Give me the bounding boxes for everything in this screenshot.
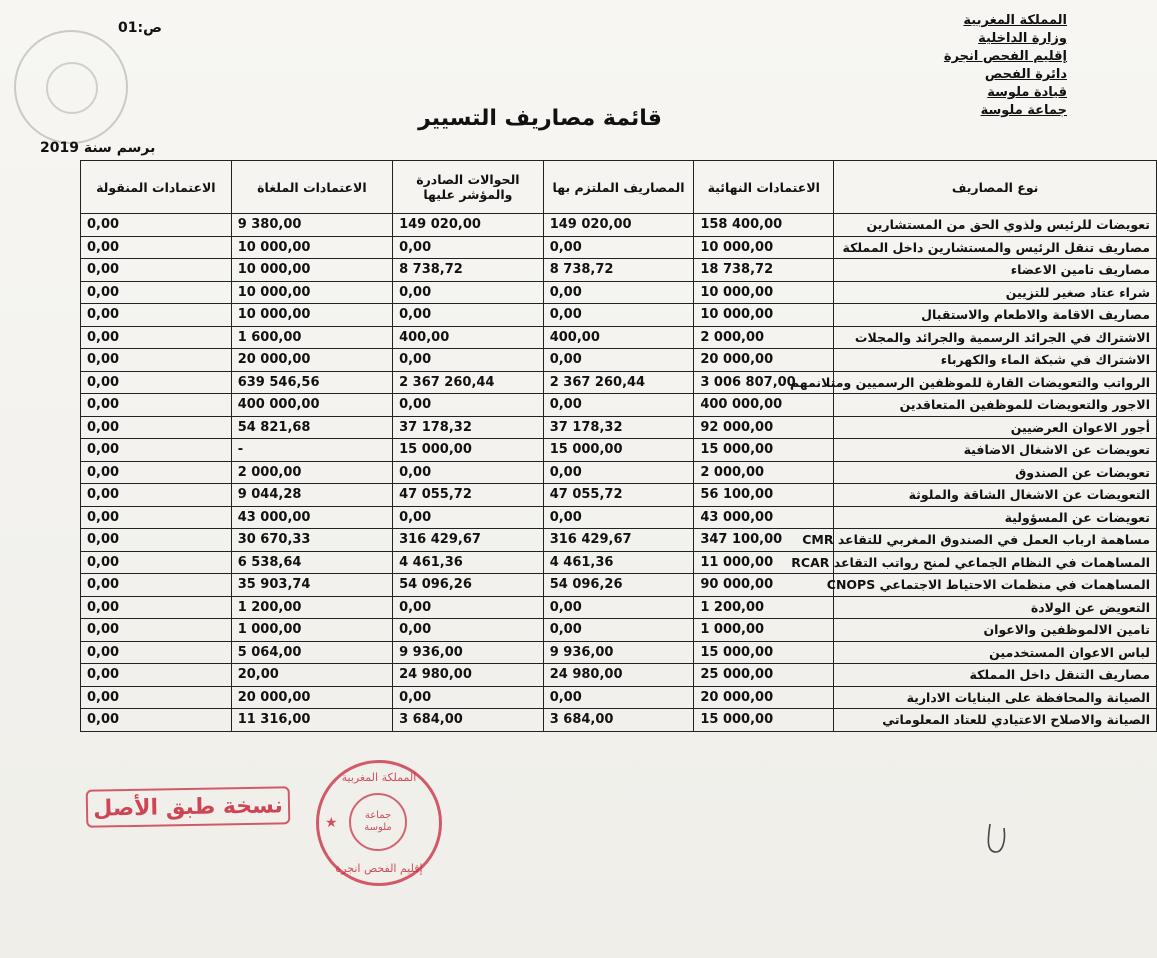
table-row bbox=[81, 236, 1157, 259]
cell-expense-type: المساهمات في النظام الجماعي لمنح رواتب التقاعد RCAR bbox=[834, 551, 1157, 574]
table-row bbox=[81, 304, 1157, 327]
table-body bbox=[81, 214, 1157, 732]
cell-cancelled-credits: 20 000,00 bbox=[231, 349, 392, 372]
cell-carried-credits: 0,00 bbox=[81, 641, 232, 664]
cell-cancelled-credits: 43 000,00 bbox=[231, 506, 392, 529]
cell-expense-type: مصاريف تامين الاعضاء bbox=[834, 259, 1157, 282]
cell-committed-expenses: 54 096,26 bbox=[543, 574, 694, 597]
cell-cancelled-credits: 20,00 bbox=[231, 664, 392, 687]
cell-issued-orders: 4 461,36 bbox=[393, 551, 544, 574]
cell-cancelled-credits: 10 000,00 bbox=[231, 259, 392, 282]
table-row bbox=[81, 439, 1157, 462]
cell-final-credits: 10 000,00 bbox=[694, 281, 834, 304]
cell-cancelled-credits: 10 000,00 bbox=[231, 304, 392, 327]
cell-final-credits: 20 000,00 bbox=[694, 686, 834, 709]
table-row bbox=[81, 394, 1157, 417]
certified-copy-stamp: نسخة طبق الأصل bbox=[86, 786, 291, 828]
cell-issued-orders: 0,00 bbox=[393, 236, 544, 259]
cell-issued-orders: 8 738,72 bbox=[393, 259, 544, 282]
cell-expense-type: المساهمات في منظمات الاحتياط الاجتماعي CNOPS bbox=[834, 574, 1157, 597]
cell-carried-credits: 0,00 bbox=[81, 709, 232, 732]
cell-issued-orders: 0,00 bbox=[393, 349, 544, 372]
cell-expense-type: الصيانة والمحافظة على البنايات الادارية bbox=[834, 686, 1157, 709]
cell-cancelled-credits: 35 903,74 bbox=[231, 574, 392, 597]
cell-carried-credits: 0,00 bbox=[81, 416, 232, 439]
cell-issued-orders: 47 055,72 bbox=[393, 484, 544, 507]
stamp-ring-top-text: المملكة المغربية bbox=[341, 771, 417, 784]
table-row bbox=[81, 664, 1157, 687]
expenses-table bbox=[80, 160, 1157, 732]
cell-cancelled-credits: 6 538,64 bbox=[231, 551, 392, 574]
cell-committed-expenses: 2 367 260,44 bbox=[543, 371, 694, 394]
cell-committed-expenses: 0,00 bbox=[543, 619, 694, 642]
cell-expense-type: تعويضات عن الاشغال الاضافية bbox=[834, 439, 1157, 462]
cell-carried-credits: 0,00 bbox=[81, 371, 232, 394]
cell-expense-type: مصاريف تنقل الرئيس والمستشارين داخل المملكة bbox=[834, 236, 1157, 259]
cell-issued-orders: 316 429,67 bbox=[393, 529, 544, 552]
cell-carried-credits: 0,00 bbox=[81, 236, 232, 259]
cell-committed-expenses: 15 000,00 bbox=[543, 439, 694, 462]
table-row bbox=[81, 484, 1157, 507]
cell-carried-credits: 0,00 bbox=[81, 394, 232, 417]
cell-issued-orders: 37 178,32 bbox=[393, 416, 544, 439]
cell-final-credits: 15 000,00 bbox=[694, 709, 834, 732]
header-carried-credits: الاعتمادات المنقولة bbox=[81, 161, 232, 214]
cell-cancelled-credits: 9 380,00 bbox=[231, 214, 392, 237]
cell-carried-credits: 0,00 bbox=[81, 439, 232, 462]
cell-carried-credits: 0,00 bbox=[81, 551, 232, 574]
cell-final-credits: 1 200,00 bbox=[694, 596, 834, 619]
cell-committed-expenses: 9 936,00 bbox=[543, 641, 694, 664]
cell-carried-credits: 0,00 bbox=[81, 619, 232, 642]
table-row bbox=[81, 619, 1157, 642]
cell-carried-credits: 0,00 bbox=[81, 326, 232, 349]
signature-mark bbox=[980, 818, 1020, 858]
cell-cancelled-credits: - bbox=[231, 439, 392, 462]
cell-expense-type: مصاريف الاقامة والاطعام والاستقبال bbox=[834, 304, 1157, 327]
cell-expense-type: تامين الالموظفين والاعوان bbox=[834, 619, 1157, 642]
cell-issued-orders: 0,00 bbox=[393, 394, 544, 417]
table-row bbox=[81, 551, 1157, 574]
cell-carried-credits: 0,00 bbox=[81, 214, 232, 237]
stamp-inner-text: جماعة ملوسة bbox=[349, 793, 407, 851]
cell-committed-expenses: 24 980,00 bbox=[543, 664, 694, 687]
cell-issued-orders: 149 020,00 bbox=[393, 214, 544, 237]
header-final-credits: الاعتمادات النهائية bbox=[694, 161, 834, 214]
cell-expense-type: تعويضات عن المسؤولية bbox=[834, 506, 1157, 529]
stamp-ring-bottom-text: إقليم الفحص انجرة bbox=[335, 862, 423, 875]
cell-carried-credits: 0,00 bbox=[81, 664, 232, 687]
header-kingdom: المملكة المغربية bbox=[963, 13, 1067, 28]
table-row bbox=[81, 596, 1157, 619]
cell-issued-orders: 54 096,26 bbox=[393, 574, 544, 597]
cell-committed-expenses: 8 738,72 bbox=[543, 259, 694, 282]
cell-cancelled-credits: 1 600,00 bbox=[231, 326, 392, 349]
cell-issued-orders: 0,00 bbox=[393, 686, 544, 709]
cell-final-credits: 158 400,00 bbox=[694, 214, 834, 237]
table-row bbox=[81, 281, 1157, 304]
cell-committed-expenses: 316 429,67 bbox=[543, 529, 694, 552]
cell-committed-expenses: 37 178,32 bbox=[543, 416, 694, 439]
table-row bbox=[81, 641, 1157, 664]
cell-carried-credits: 0,00 bbox=[81, 281, 232, 304]
header-ministry: وزارة الداخلية bbox=[978, 31, 1067, 46]
cell-issued-orders: 0,00 bbox=[393, 304, 544, 327]
header-cancelled-credits: الاعتمادات الملغاة bbox=[231, 161, 392, 214]
cell-cancelled-credits: 9 044,28 bbox=[231, 484, 392, 507]
cell-cancelled-credits: 54 821,68 bbox=[231, 416, 392, 439]
cell-carried-credits: 0,00 bbox=[81, 304, 232, 327]
cell-carried-credits: 0,00 bbox=[81, 529, 232, 552]
cell-committed-expenses: 0,00 bbox=[543, 596, 694, 619]
cell-final-credits: 25 000,00 bbox=[694, 664, 834, 687]
cell-carried-credits: 0,00 bbox=[81, 596, 232, 619]
cell-final-credits: 90 000,00 bbox=[694, 574, 834, 597]
cell-cancelled-credits: 5 064,00 bbox=[231, 641, 392, 664]
cell-issued-orders: 9 936,00 bbox=[393, 641, 544, 664]
header-commune: جماعة ملوسة bbox=[980, 103, 1067, 118]
cell-committed-expenses: 3 684,00 bbox=[543, 709, 694, 732]
cell-cancelled-credits: 2 000,00 bbox=[231, 461, 392, 484]
table-header-row bbox=[81, 161, 1157, 214]
cell-final-credits: 18 738,72 bbox=[694, 259, 834, 282]
cell-final-credits: 10 000,00 bbox=[694, 236, 834, 259]
cell-issued-orders: 15 000,00 bbox=[393, 439, 544, 462]
document-title: قائمة مصاريف التسيير bbox=[418, 106, 662, 131]
cell-cancelled-credits: 1 000,00 bbox=[231, 619, 392, 642]
cell-issued-orders: 0,00 bbox=[393, 506, 544, 529]
cell-expense-type: مصاريف التنقل داخل المملكة bbox=[834, 664, 1157, 687]
cell-final-credits: 43 000,00 bbox=[694, 506, 834, 529]
cell-carried-credits: 0,00 bbox=[81, 484, 232, 507]
star-icon: ★ bbox=[325, 815, 338, 831]
cell-final-credits: 10 000,00 bbox=[694, 304, 834, 327]
cell-carried-credits: 0,00 bbox=[81, 349, 232, 372]
table-row bbox=[81, 461, 1157, 484]
cell-expense-type: لباس الاعوان المستخدمين bbox=[834, 641, 1157, 664]
cell-cancelled-credits: 1 200,00 bbox=[231, 596, 392, 619]
page-number: ص:01 bbox=[118, 20, 162, 36]
cell-carried-credits: 0,00 bbox=[81, 686, 232, 709]
cell-final-credits: 56 100,00 bbox=[694, 484, 834, 507]
cell-committed-expenses: 0,00 bbox=[543, 349, 694, 372]
cell-issued-orders: 0,00 bbox=[393, 461, 544, 484]
table-row bbox=[81, 371, 1157, 394]
cell-carried-credits: 0,00 bbox=[81, 574, 232, 597]
cell-final-credits: 20 000,00 bbox=[694, 349, 834, 372]
cell-carried-credits: 0,00 bbox=[81, 461, 232, 484]
cell-cancelled-credits: 10 000,00 bbox=[231, 281, 392, 304]
cell-expense-type: التعويضات عن الاشغال الشاقة والملوثة bbox=[834, 484, 1157, 507]
faded-stamp bbox=[14, 30, 128, 144]
commune-round-stamp bbox=[316, 760, 442, 886]
cell-final-credits: 2 000,00 bbox=[694, 461, 834, 484]
cell-issued-orders: 2 367 260,44 bbox=[393, 371, 544, 394]
cell-final-credits: 1 000,00 bbox=[694, 619, 834, 642]
faded-stamp-inner bbox=[46, 62, 98, 114]
cell-issued-orders: 0,00 bbox=[393, 619, 544, 642]
cell-issued-orders: 3 684,00 bbox=[393, 709, 544, 732]
cell-carried-credits: 0,00 bbox=[81, 259, 232, 282]
cell-committed-expenses: 0,00 bbox=[543, 281, 694, 304]
cell-committed-expenses: 400,00 bbox=[543, 326, 694, 349]
cell-cancelled-credits: 11 316,00 bbox=[231, 709, 392, 732]
cell-committed-expenses: 0,00 bbox=[543, 236, 694, 259]
cell-expense-type: مساهمة ارباب العمل في الصندوق المغربي للتقاعد CMR bbox=[834, 529, 1157, 552]
cell-final-credits: 2 000,00 bbox=[694, 326, 834, 349]
cell-committed-expenses: 0,00 bbox=[543, 394, 694, 417]
cell-expense-type: أجور الاعوان العرضيين bbox=[834, 416, 1157, 439]
cell-expense-type: الاشتراك في الجرائد الرسمية والجرائد والمجلات bbox=[834, 326, 1157, 349]
table-row bbox=[81, 529, 1157, 552]
budget-year: برسم سنة 2019 bbox=[40, 140, 156, 156]
header-province: إقليم الفحص انجرة bbox=[943, 49, 1067, 64]
cell-final-credits: 400 000,00 bbox=[694, 394, 834, 417]
cell-committed-expenses: 0,00 bbox=[543, 506, 694, 529]
cell-expense-type: تعويضات عن الصندوق bbox=[834, 461, 1157, 484]
cell-issued-orders: 0,00 bbox=[393, 596, 544, 619]
cell-issued-orders: 24 980,00 bbox=[393, 664, 544, 687]
cell-cancelled-credits: 400 000,00 bbox=[231, 394, 392, 417]
cell-committed-expenses: 0,00 bbox=[543, 461, 694, 484]
cell-committed-expenses: 149 020,00 bbox=[543, 214, 694, 237]
cell-expense-type: الاشتراك في شبكة الماء والكهرباء bbox=[834, 349, 1157, 372]
cell-cancelled-credits: 10 000,00 bbox=[231, 236, 392, 259]
table-row bbox=[81, 214, 1157, 237]
cell-final-credits: 92 000,00 bbox=[694, 416, 834, 439]
header-caidat: قيادة ملوسة bbox=[987, 85, 1067, 100]
administrative-header bbox=[944, 12, 1067, 120]
table-row bbox=[81, 709, 1157, 732]
cell-committed-expenses: 0,00 bbox=[543, 686, 694, 709]
cell-committed-expenses: 0,00 bbox=[543, 304, 694, 327]
cell-cancelled-credits: 639 546,56 bbox=[231, 371, 392, 394]
cell-expense-type: شراء عتاد صغير للتزيين bbox=[834, 281, 1157, 304]
cell-final-credits: 347 100,00 bbox=[694, 529, 834, 552]
cell-issued-orders: 0,00 bbox=[393, 281, 544, 304]
cell-final-credits: 15 000,00 bbox=[694, 439, 834, 462]
header-committed-expenses: المصاريف الملتزم بها bbox=[543, 161, 694, 214]
table-row bbox=[81, 349, 1157, 372]
cell-cancelled-credits: 30 670,33 bbox=[231, 529, 392, 552]
cell-expense-type: الاجور والتعويضات للموظفين المتعاقدين bbox=[834, 394, 1157, 417]
header-issued-orders: الحوالات الصادرة والمؤشر عليها bbox=[393, 161, 544, 214]
cell-carried-credits: 0,00 bbox=[81, 506, 232, 529]
header-expense-type: نوع المصاريف bbox=[834, 161, 1157, 214]
cell-committed-expenses: 4 461,36 bbox=[543, 551, 694, 574]
cell-expense-type: الصيانة والاصلاح الاعتيادي للعتاد المعلوماتي bbox=[834, 709, 1157, 732]
cell-expense-type: التعويض عن الولادة bbox=[834, 596, 1157, 619]
header-circle: دائرة الفحص bbox=[984, 67, 1067, 82]
cell-final-credits: 15 000,00 bbox=[694, 641, 834, 664]
table-row bbox=[81, 686, 1157, 709]
table-row bbox=[81, 574, 1157, 597]
cell-committed-expenses: 47 055,72 bbox=[543, 484, 694, 507]
table-row bbox=[81, 259, 1157, 282]
cell-final-credits: 11 000,00 bbox=[694, 551, 834, 574]
table-row bbox=[81, 326, 1157, 349]
cell-issued-orders: 400,00 bbox=[393, 326, 544, 349]
table-row bbox=[81, 416, 1157, 439]
cell-cancelled-credits: 20 000,00 bbox=[231, 686, 392, 709]
cell-expense-type: الرواتب والتعويضات القارة للموظفين الرسميين ومتلانمهم bbox=[834, 371, 1157, 394]
table-row bbox=[81, 506, 1157, 529]
cell-expense-type: تعويضات للرئيس ولذوي الحق من المستشارين bbox=[834, 214, 1157, 237]
cell-final-credits: 3 006 807,00 bbox=[694, 371, 834, 394]
